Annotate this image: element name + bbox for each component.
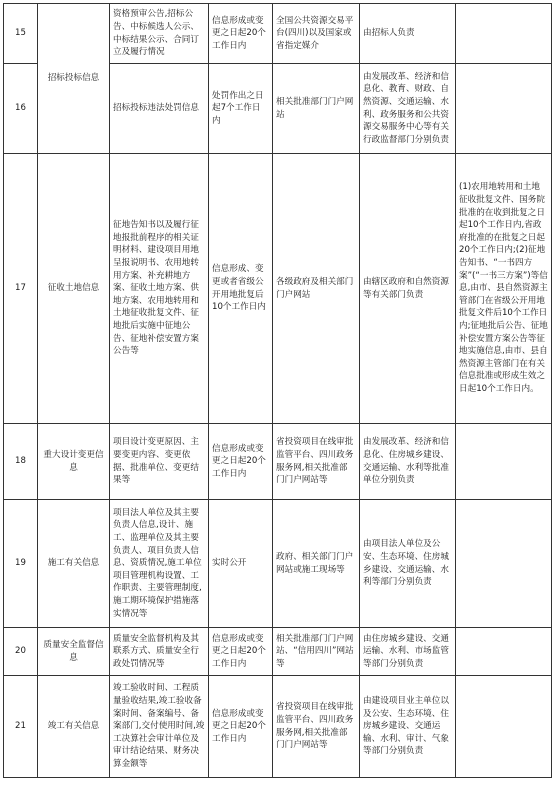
row-number: 21	[4, 676, 38, 778]
note-cell: (1)农用地转用和土地征收批复文件、国务院批准的在收到批复之日起10个工作日内,省政府批准的在批复之日起20个工作日内;(2)征地告知书、“一书四方案”(“一书三方案”)等信息,由市、县自然资源主管部门在省级公开用地批复文件后10个工作日内;征地批后公告、征地补偿安置方案公告等征地实施信息,由市、县自然资源主管部门在有关信息批准或形成生效之日起10个工作日内。	[456, 154, 552, 424]
table-row	[4, 500, 552, 628]
subject-cell: 由辖区政府和自然资源等有关部门负责	[360, 154, 456, 424]
note-cell	[456, 4, 552, 64]
channel-cell: 相关批准部门门户网站	[273, 64, 360, 154]
row-number: 17	[4, 154, 38, 424]
channel-cell: 省投资项目在线审批监管平台、四川政务服务网,相关批准部门门户网站等	[273, 676, 360, 778]
content-cell: 资格预审公告,招标公告、中标候选人公示、中标结果公示、合同订立及履行情况	[110, 4, 209, 64]
time-cell: 信息形成、变更或者省级公开用地批复后10个工作日内	[209, 154, 273, 424]
subject-cell: 由住房城乡建设、交通运输、水利、市场监管等部门分别负责	[360, 628, 456, 676]
channel-cell: 相关批准部门门户网站、“信用四川”网站等	[273, 628, 360, 676]
table-row	[4, 4, 552, 64]
row-number: 15	[4, 4, 38, 64]
row-number: 18	[4, 424, 38, 500]
table-row	[4, 676, 552, 778]
row-number: 20	[4, 628, 38, 676]
row-number: 19	[4, 500, 38, 628]
category-cell: 重大设计变更信息	[38, 424, 110, 500]
category-cell: 质量安全监督信息	[38, 628, 110, 676]
table-row	[4, 154, 552, 424]
channel-cell: 省投资项目在线审批监管平台、四川政务服务网,相关批准部门门户网站等	[273, 424, 360, 500]
time-cell: 处罚作出之日起7个工作日内	[209, 64, 273, 154]
table-row	[4, 424, 552, 500]
row-number: 16	[4, 64, 38, 154]
channel-cell: 各级政府及相关部门门户网站	[273, 154, 360, 424]
time-cell: 信息形成或变更之日起20个工作日内	[209, 628, 273, 676]
note-cell	[456, 676, 552, 778]
subject-cell: 由项目法人单位及公安、生态环境、住房城乡建设、交通运输、水利等部门分别负责	[360, 500, 456, 628]
time-cell: 信息形成或变更之日起20个工作日内	[209, 676, 273, 778]
time-cell: 信息形成或变更之日起20个工作日内	[209, 4, 273, 64]
channel-cell: 政府、相关部门门户网站或施工现场等	[273, 500, 360, 628]
subject-cell: 由建设项目业主单位以及公安、生态环境、住房城乡建设、交通运输、水利、审计、气象等部门分别负责	[360, 676, 456, 778]
subject-cell: 由招标人负责	[360, 4, 456, 64]
category-cell: 招标投标信息	[38, 4, 110, 154]
category-cell: 竣工有关信息	[38, 676, 110, 778]
category-cell: 施工有关信息	[38, 500, 110, 628]
time-cell: 信息形成或变更之日起20个工作日内	[209, 424, 273, 500]
subject-cell: 由发展改革、经济和信息化、住房城乡建设、交通运输、水利等批准单位分别负责	[360, 424, 456, 500]
category-cell: 征收土地信息	[38, 154, 110, 424]
channel-cell: 全国公共资源交易平台(四川)以及国家或省指定媒介	[273, 4, 360, 64]
content-cell: 项目法人单位及其主要负责人信息,设计、施工、监理单位及其主要负责人、项目负责人信息、资质情况,施工单位项目管理机构设置、工作职责、主要管理制度,施工期环境保护措施落实情况等	[110, 500, 209, 628]
disclosure-table	[3, 3, 552, 778]
content-cell: 竣工验收时间、工程质量验收结果,竣工验收备案时间、备案编号、备案部门,交付使用时间,竣工决算社会审计单位及审计结论结果、财务决算金额等	[110, 676, 209, 778]
note-cell	[456, 628, 552, 676]
note-cell	[456, 64, 552, 154]
subject-cell: 由发展改革、经济和信息化、教育、财政、自然资源、交通运输、水利、政务服务和公共资源交易服务中心等有关行政监督部门分别负责	[360, 64, 456, 154]
time-cell: 实时公开	[209, 500, 273, 628]
content-cell: 质量安全监督机构及其联系方式、质量安全行政处罚情况等	[110, 628, 209, 676]
content-cell: 征地告知书以及履行征地报批前程序的相关证明材料、建设项目用地呈报说明书、农用地转用方案、补充耕地方案、征收土地方案、供地方案、农用地转用和土地征收批复文件、征地批后实施中征地公告、征地补偿安置方案公告等	[110, 154, 209, 424]
note-cell	[456, 500, 552, 628]
table-row	[4, 628, 552, 676]
content-cell: 项目设计变更原因、主要变更内容、变更依据、批准单位、变更结果等	[110, 424, 209, 500]
note-cell	[456, 424, 552, 500]
content-cell: 招标投标违法处罚信息	[110, 64, 209, 154]
